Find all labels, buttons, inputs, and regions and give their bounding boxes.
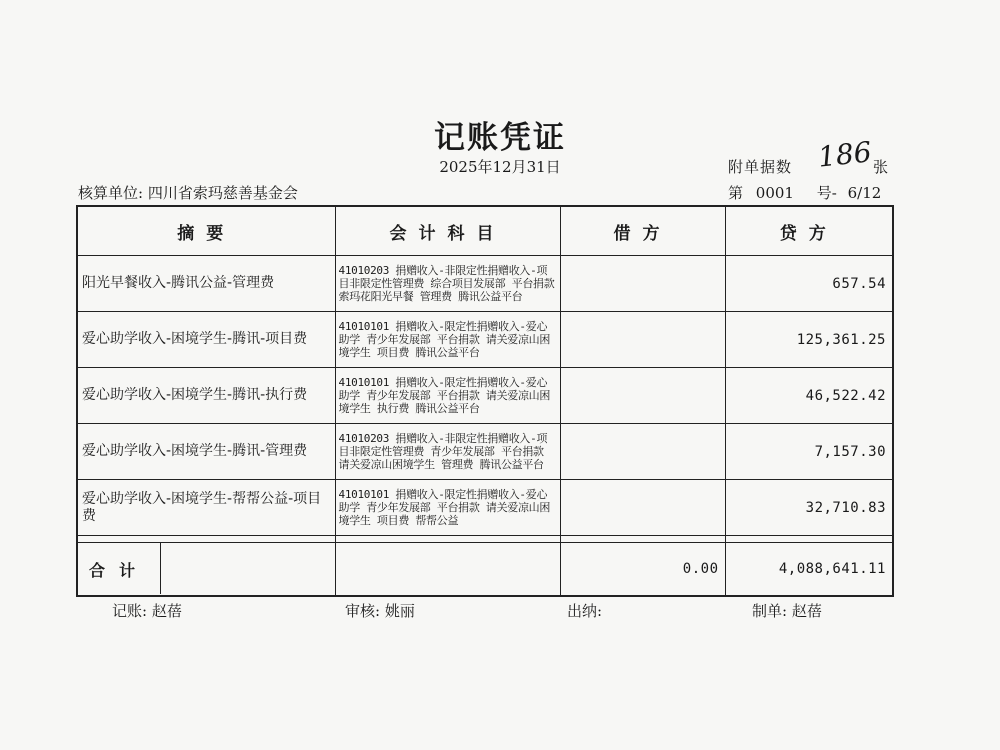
table-row (77, 424, 893, 480)
attachment-unit: 张 (873, 158, 889, 176)
table-row (77, 480, 893, 536)
attachment-label: 附单据数 (728, 158, 793, 176)
row-summary: 爱心助学收入-困境学生-腾讯-项目费 (77, 312, 335, 368)
row-debit (560, 368, 725, 424)
row-debit (560, 256, 725, 312)
reviewer-name: 姚丽 (384, 602, 415, 620)
voucher-number-suffix: 号- (816, 184, 837, 202)
row-credit: 32,710.83 (725, 480, 893, 536)
cashier (567, 600, 602, 621)
header-account: 会计科目 (335, 206, 560, 256)
table-row (77, 312, 893, 368)
row-debit (560, 424, 725, 480)
row-debit (560, 312, 725, 368)
spacer-cell (335, 536, 560, 543)
row-credit: 46,522.42 (725, 368, 893, 424)
bookkeeper-name: 赵蓓 (151, 602, 182, 620)
voucher-date: 2025年12月31日 (439, 158, 561, 176)
table-header-row (77, 206, 893, 256)
row-account: 41010203 捐赠收入-非限定性捐赠收入-项目非限定性管理费 综合项目发展部 平台捐款 索玛花阳光早餐 管理费 腾讯公益平台 (335, 256, 560, 312)
row-account: 41010101 捐赠收入-限定性捐赠收入-爱心助学 青少年发展部 平台捐款 请关爱凉山困境学生 执行费 腾讯公益平台 (335, 368, 560, 424)
cashier-label: 出纳: (567, 602, 603, 620)
row-summary: 爱心助学收入-困境学生-腾讯-管理费 (77, 424, 335, 480)
total-debit: 0.00 (560, 543, 725, 597)
table-row (77, 368, 893, 424)
row-account: 41010101 捐赠收入-限定性捐赠收入-爱心助学 青少年发展部 平台捐款 请关爱凉山困境学生 项目费 腾讯公益平台 (335, 312, 560, 368)
voucher-page-number: 6/12 (847, 184, 882, 202)
row-summary: 阳光早餐收入-腾讯公益-管理费 (77, 256, 335, 312)
row-credit: 7,157.30 (725, 424, 893, 480)
preparer-label: 制单: (752, 602, 788, 620)
row-credit: 125,361.25 (725, 312, 893, 368)
row-debit (560, 480, 725, 536)
voucher-table (76, 205, 894, 597)
row-account: 41010203 捐赠收入-非限定性捐赠收入-项目非限定性管理费 青少年发展部 平台捐款 请关爱凉山困境学生 管理费 腾讯公益平台 (335, 424, 560, 480)
bookkeeper (112, 600, 182, 621)
header-summary: 摘要 (77, 206, 335, 256)
row-summary: 爱心助学收入-困境学生-腾讯-执行费 (77, 368, 335, 424)
row-summary: 爱心助学收入-困境学生-帮帮公益-项目费 (77, 480, 335, 536)
total-label (77, 543, 335, 597)
attachment-count-handwritten: 186 (816, 135, 874, 174)
spacer-cell (560, 536, 725, 543)
table-row (77, 256, 893, 312)
header-credit: 贷方 (725, 206, 893, 256)
accounting-unit-name: 四川省索玛慈善基金会 (147, 184, 298, 202)
row-credit: 657.54 (725, 256, 893, 312)
voucher-number-prefix: 第 (728, 184, 744, 202)
accounting-unit-label: 核算单位: (78, 184, 144, 202)
total-divider (160, 542, 335, 594)
bookkeeper-label: 记账: (112, 602, 148, 620)
total-credit: 4,088,641.11 (725, 543, 893, 597)
reviewer-label: 审核: (345, 602, 381, 620)
preparer-name: 赵蓓 (791, 602, 822, 620)
total-row (77, 543, 893, 597)
total-blank (335, 543, 560, 597)
voucher-number (728, 182, 881, 203)
preparer (752, 600, 822, 621)
accounting-unit (78, 182, 298, 203)
voucher-number-value: 0001 (755, 184, 794, 202)
spacer-cell (725, 536, 893, 543)
reviewer (345, 600, 415, 621)
total-label-text: 合计 (88, 560, 149, 580)
voucher-title: 记账凭证 (434, 120, 566, 156)
row-account: 41010101 捐赠收入-限定性捐赠收入-爱心助学 青少年发展部 平台捐款 请关爱凉山困境学生 项目费 帮帮公益 (335, 480, 560, 536)
header-debit: 借方 (560, 206, 725, 256)
